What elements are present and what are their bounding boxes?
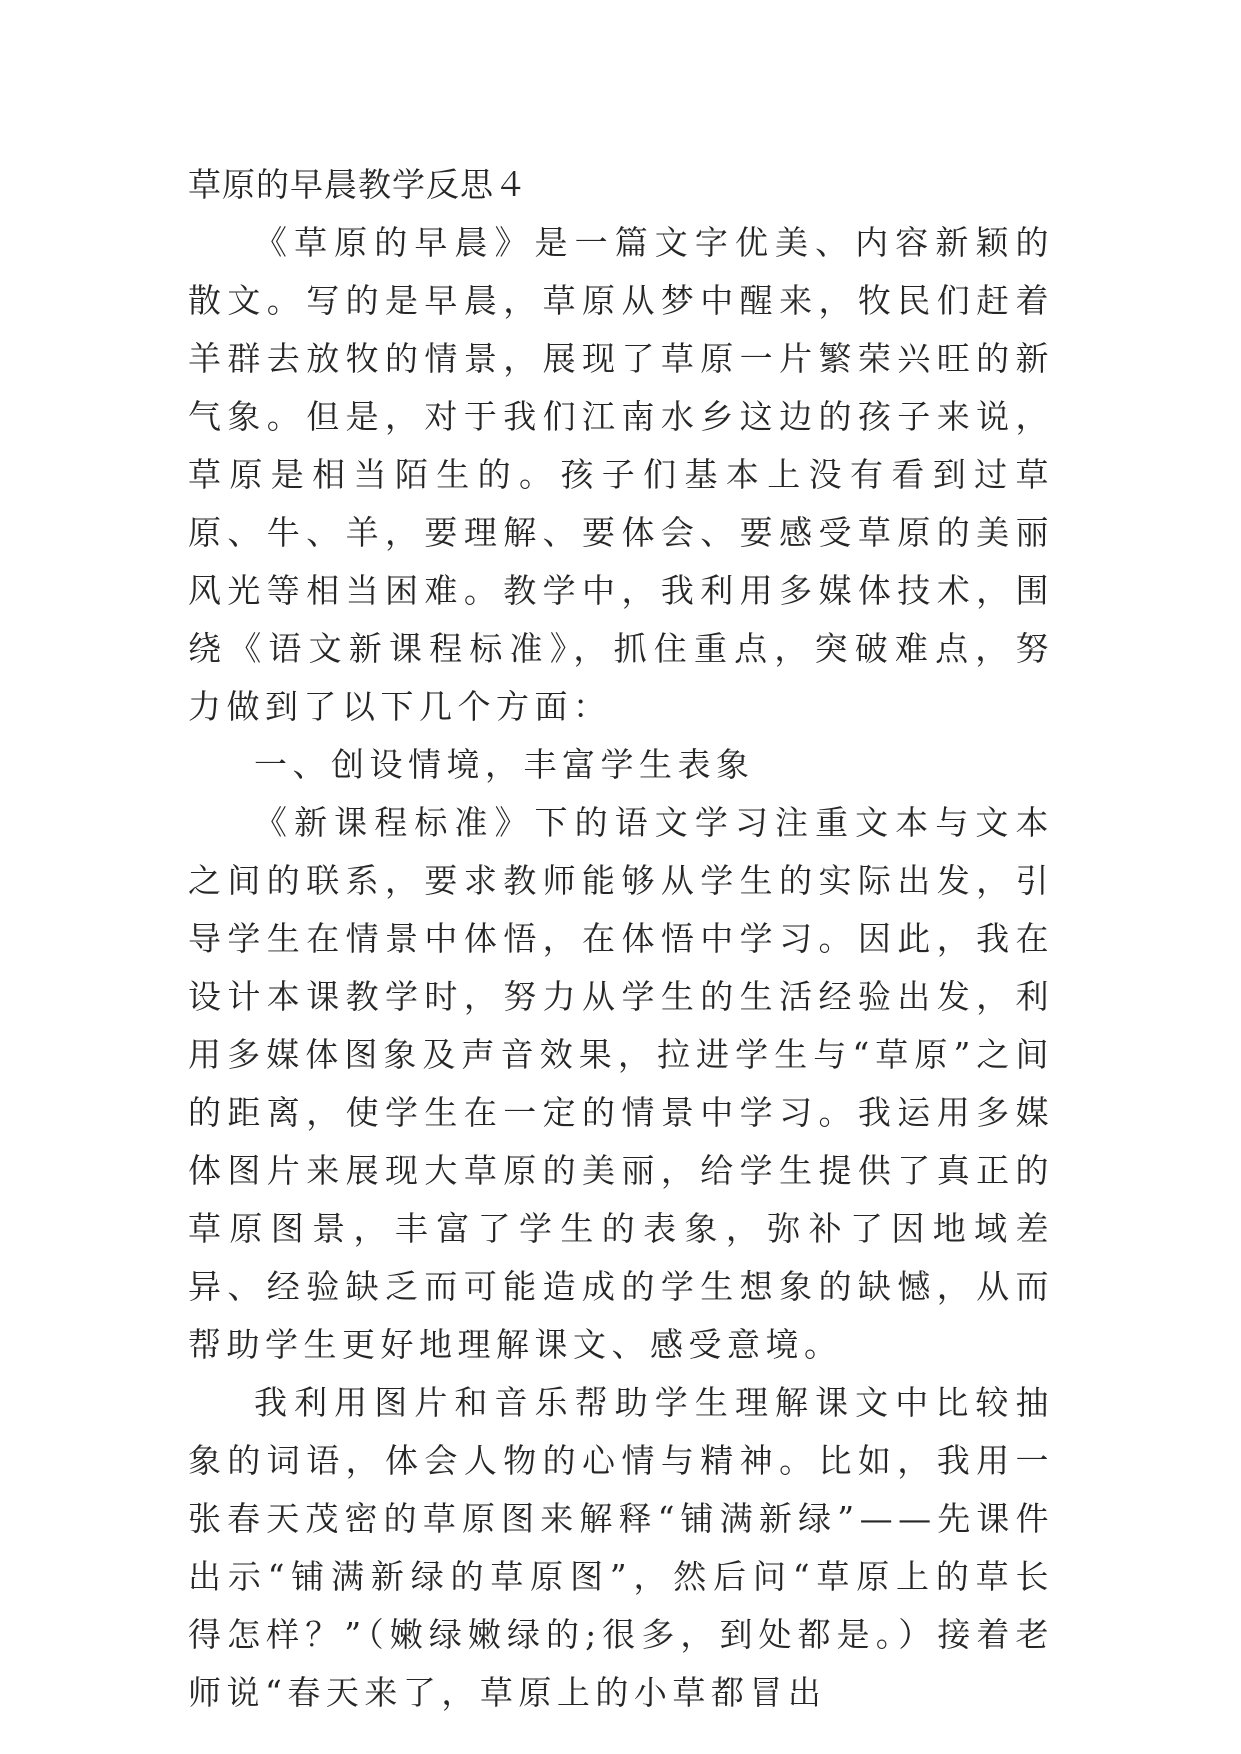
document-title: 草原的早晨教学反思４ [188,165,528,204]
paragraph-example: 我利用图片和音乐帮助学生理解课文中比较抽象的词语，体会人物的心情与精神。比如，我用一张春天茂密的草原图来解释“铺满新绿”——先课件出示“铺满新绿的草原图”，然后问“草原上的草长得怎样？”（嫩绿嫩绿的;很多，到处都是。）接着老师说“春天来了，草原上的小草都冒出 [188,1383,1054,1712]
paragraph-section-1: 《新课程标准》下的语文学习注重文本与文本之间的联系，要求教师能够从学生的实际出发，引导学生在情景中体悟，在体悟中学习。因此，我在设计本课教学时，努力从学生的生活经验出发，利用多媒体图象及声音效果，拉进学生与“草原”之间的距离，使学生在一定的情景中学习。我运用多媒体图片来展现大草原的美丽，给学生提供了真正的草原图景，丰富了学生的表象，弥补了因地域差异、经验缺乏而可能造成的学生想象的缺憾，从而帮助学生更好地理解课文、感受意境。 [188,803,1054,1364]
paragraph-intro: 《草原的早晨》是一篇文字优美、内容新颖的散文。写的是早晨，草原从梦中醒来，牧民们赶着羊群去放牧的情景，展现了草原一片繁荣兴旺的新气象。但是，对于我们江南水乡这边的孩子来说，草原是相当陌生的。孩子们基本上没有看到过草原、牛、羊，要理解、要体会、要感受草原的美丽风光等相当困难。教学中，我利用多媒体技术，围绕《语文新课程标准》，抓住重点，突破难点，努力做到了以下几个方面： [188,223,1054,726]
document-body [188,156,1054,1722]
section-heading-1: 一、创设情境，丰富学生表象 [254,745,755,784]
